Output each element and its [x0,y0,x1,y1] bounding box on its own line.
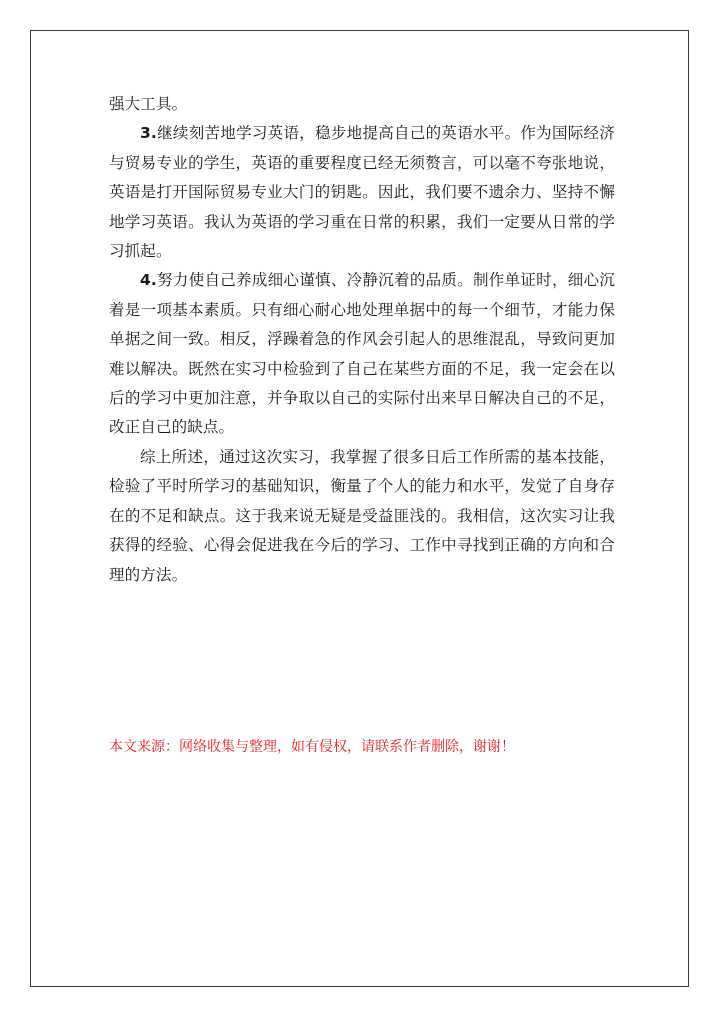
paragraph-4-number: 4. [140,271,157,290]
paragraph-3-text: 继续刻苦地学习英语，稳步地提高自己的英语水平。作为国际经济与贸易专业的学生，英语的重要程度已经无须赘言，可以毫不夸张地说，英语是打开国际贸易专业大门的钥匙。因此，我们要不遗余力、坚持不懈地学习英语。我认为英语的学习重在日常的积累，我们一定要从日常的学习抓起。 [109,124,615,261]
paragraph-4-text: 努力使自己养成细心谨慎、冷静沉着的品质。制作单证时，细心沉着是一项基本素质。只有细心耐心地处理单据中的每一个细节，才能力保单据之间一致。相反，浮躁着急的作风会引起人的思维混乱，导致问更加难以解决。既然在实习中检验到了自己在某些方面的不足，我一定会在以后的学习中更加注意，并争取以自己的实际付出来早日解决自己的不足，改正自己的缺点。 [109,271,615,437]
paragraph-3-number: 3. [140,124,157,143]
conclusion-paragraph: 综上所述，通过这次实习，我掌握了很多日后工作所需的基本技能，检验了平时所学习的基础知识，衡量了个人的能力和水平，发觉了自身存在的不足和缺点。这于我来说无疑是受益匪浅的。我相信，这次实习让我获得的经验、心得会促进我在今后的学习、工作中寻找到正确的方向和合理的方法。 [109,447,615,584]
document-body [109,90,615,590]
source-note: 本文来源：网络收集与整理，如有侵权，请联系作者删除，谢谢！ [109,739,515,755]
continuation-line: 强大工具。 [109,95,188,113]
paragraph-4 [109,266,615,442]
paragraph-3 [109,119,615,266]
